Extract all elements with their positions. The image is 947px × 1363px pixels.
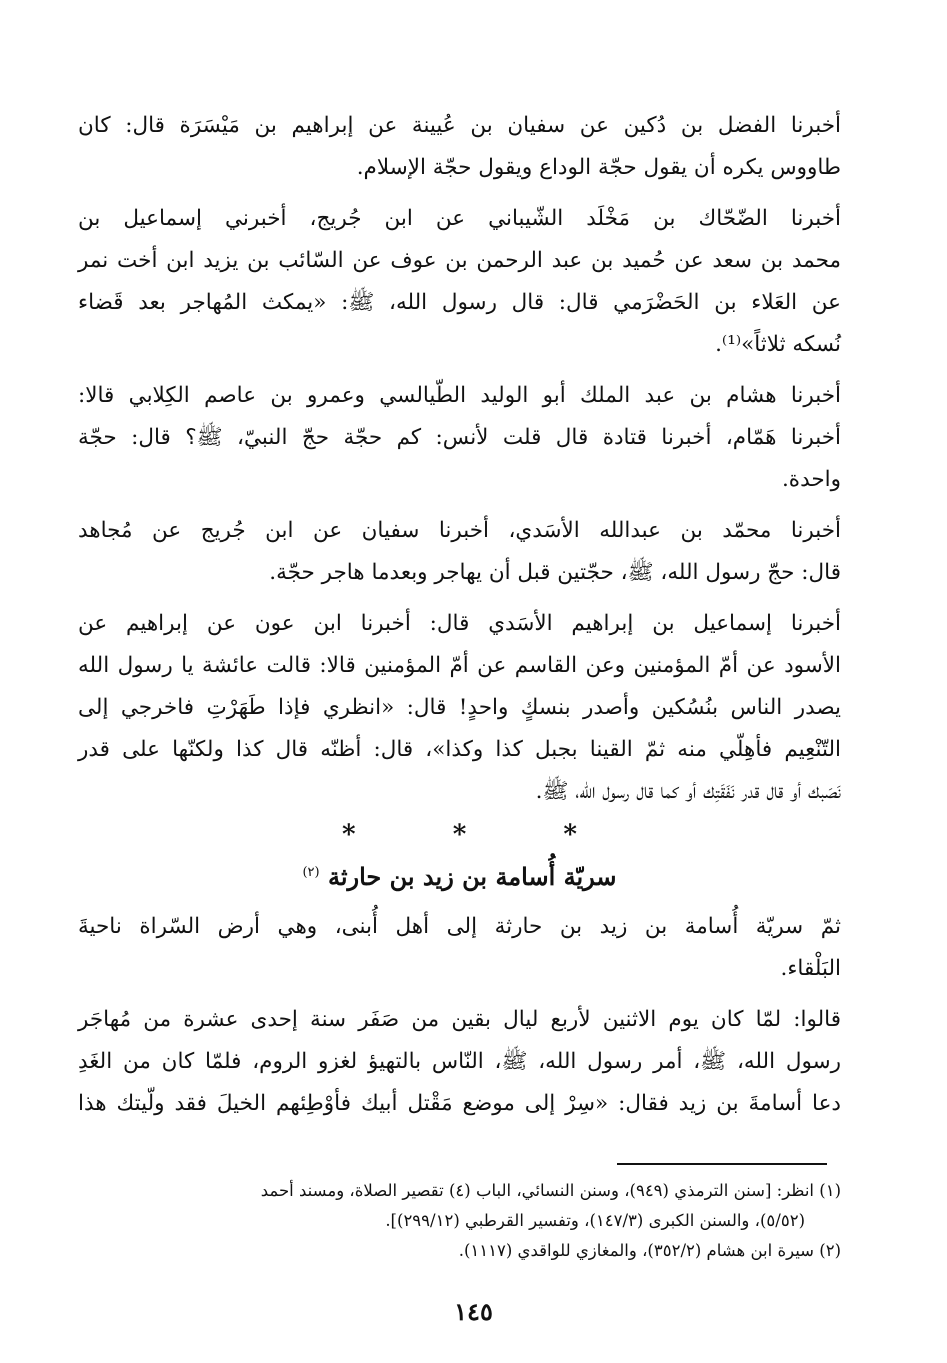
page-number: ١٤٥ bbox=[454, 1297, 493, 1326]
footnote-divider bbox=[617, 1163, 827, 1165]
text-line: طاووس يكره أن يقول حجّة الوداع ويقول حجّة الإسلام. bbox=[356, 155, 841, 180]
text-line: قال: حجّ رسول الله، ﷺ، حجّتين قبل أن يهاجر وبعدما هاجر حجّة. bbox=[269, 560, 841, 585]
footnote-2 bbox=[78, 1236, 841, 1266]
footnote-line: (١) انظر: [سنن الترمذي (٩٤٩)، وسنن النسائي، الباب (٤) تقصير الصلاة، ومسند أحمد bbox=[260, 1181, 841, 1200]
section-heading bbox=[78, 852, 841, 898]
text-line: أخبرنا إسماعيل بن إبراهيم الأسَدي قال: أخبرنا ابن عون عن إبراهيم عن bbox=[78, 611, 841, 636]
footnote-ref: (٢) bbox=[302, 865, 320, 880]
text-line: أخبرنا محمّد بن عبدالله الأسَدي، أخبرنا سفيان عن ابن جُريج عن مُجاهد bbox=[78, 518, 841, 543]
text-line: محمد بن سعد عن حُميد بن عبد الرحمن بن عوف عن السّائب بن يزيد ابن أخت نمر bbox=[78, 248, 841, 273]
footnotes bbox=[78, 1176, 841, 1266]
text-line: نَصَبك أو قال قدر نَفَقَتِك أو كما قال رسول الله، ﷺ. bbox=[535, 779, 841, 804]
text-line: قالوا: لمّا كان يوم الاثنين لأربع ليال بقين من صَفَر سنة إحدى عشرة من مُهاجَر bbox=[78, 1007, 841, 1032]
text-line: أخبرنا الضّحّاك بن مَخْلَد الشّيباني عن ابن جُريج، أخبرني إسماعيل بن bbox=[78, 206, 841, 231]
text-line: ثمّ سريّة أُسامة بن زيد بن حارثة إلى أهل أُبنى، وهي أرض السّراة ناحيةَ bbox=[78, 914, 841, 939]
main-text bbox=[78, 105, 841, 1134]
footnote-1 bbox=[78, 1176, 841, 1236]
paragraph-3 bbox=[78, 375, 841, 501]
text-line: البَلْقاء. bbox=[780, 956, 841, 981]
footnote-line: (٥/٥٢)، والسنن الكبرى (١٤٧/٣)، وتفسير القرطبي (٢٩٩/١٢)]. bbox=[385, 1211, 805, 1230]
paragraph-5 bbox=[78, 603, 841, 813]
section-heading-text: سريّة أُسامة بن زيد بن حارثة bbox=[327, 862, 617, 891]
text-line: أخبرنا هشام بن عبد الملك أبو الوليد الطّيالسي وعمرو بن عاصم الكِلابي قالا: bbox=[78, 383, 841, 408]
text-line: دعا أسامةَ بن زيد فقال: «سِرْ إلى موضع مَقْتل أبيك فأوْطِئهم الخيلَ فقد ولّيتك هذا bbox=[78, 1091, 841, 1116]
text-line: واحدة. bbox=[781, 467, 841, 492]
paragraph-2 bbox=[78, 198, 841, 366]
text-line: يصدر الناس بنُسُكين وأصدر بنسكٍ واحدٍ! قال: «انظري فإذا طَهَرْتِ فاخرجي إلى bbox=[78, 695, 841, 720]
paragraph-1 bbox=[78, 105, 841, 189]
text-line: نُسكه ثلاثاً»⁽¹⁾. bbox=[715, 332, 841, 357]
text-line: رسول الله، ﷺ، أمر رسول الله، ﷺ، النّاس بالتهيؤ لغزو الروم، فلمّا كان من الغَدِ bbox=[78, 1049, 841, 1074]
text-line: عن العَلاء بن الحَضْرَمي قال: قال رسول الله، ﷺ: «يمكث المُهاجر بعد قَضاء bbox=[78, 290, 841, 315]
text-line: التّنْعِيم فأهِلّي منه ثمّ القينا بجبل كذا وكذا»، قال: أظنّه قال كذا ولكنّها على قدر bbox=[78, 737, 841, 762]
text-line: أخبرنا الفضل بن دُكين عن سفيان بن عُيينة عن إبراهيم بن مَيْسَرَة قال: كان bbox=[78, 113, 841, 138]
footnote-line: (٢) سيرة ابن هشام (٣٥٢/٢)، والمغازي للواقدي (١١١٧). bbox=[458, 1241, 841, 1260]
text-line: أخبرنا هَمّام، أخبرنا قتادة قال قلت لأنس: كم حجّة حجّ النبيّ، ﷺ؟ قال: حجّة bbox=[78, 425, 841, 450]
section-separator: * * * bbox=[342, 820, 621, 850]
text-line: الأسود عن أمّ المؤمنين وعن القاسم عن أمّ المؤمنين قالا: قالت عائشة يا رسول الله bbox=[78, 653, 841, 678]
section-paragraph-2 bbox=[78, 999, 841, 1125]
section-paragraph-1 bbox=[78, 906, 841, 990]
paragraph-4 bbox=[78, 510, 841, 594]
